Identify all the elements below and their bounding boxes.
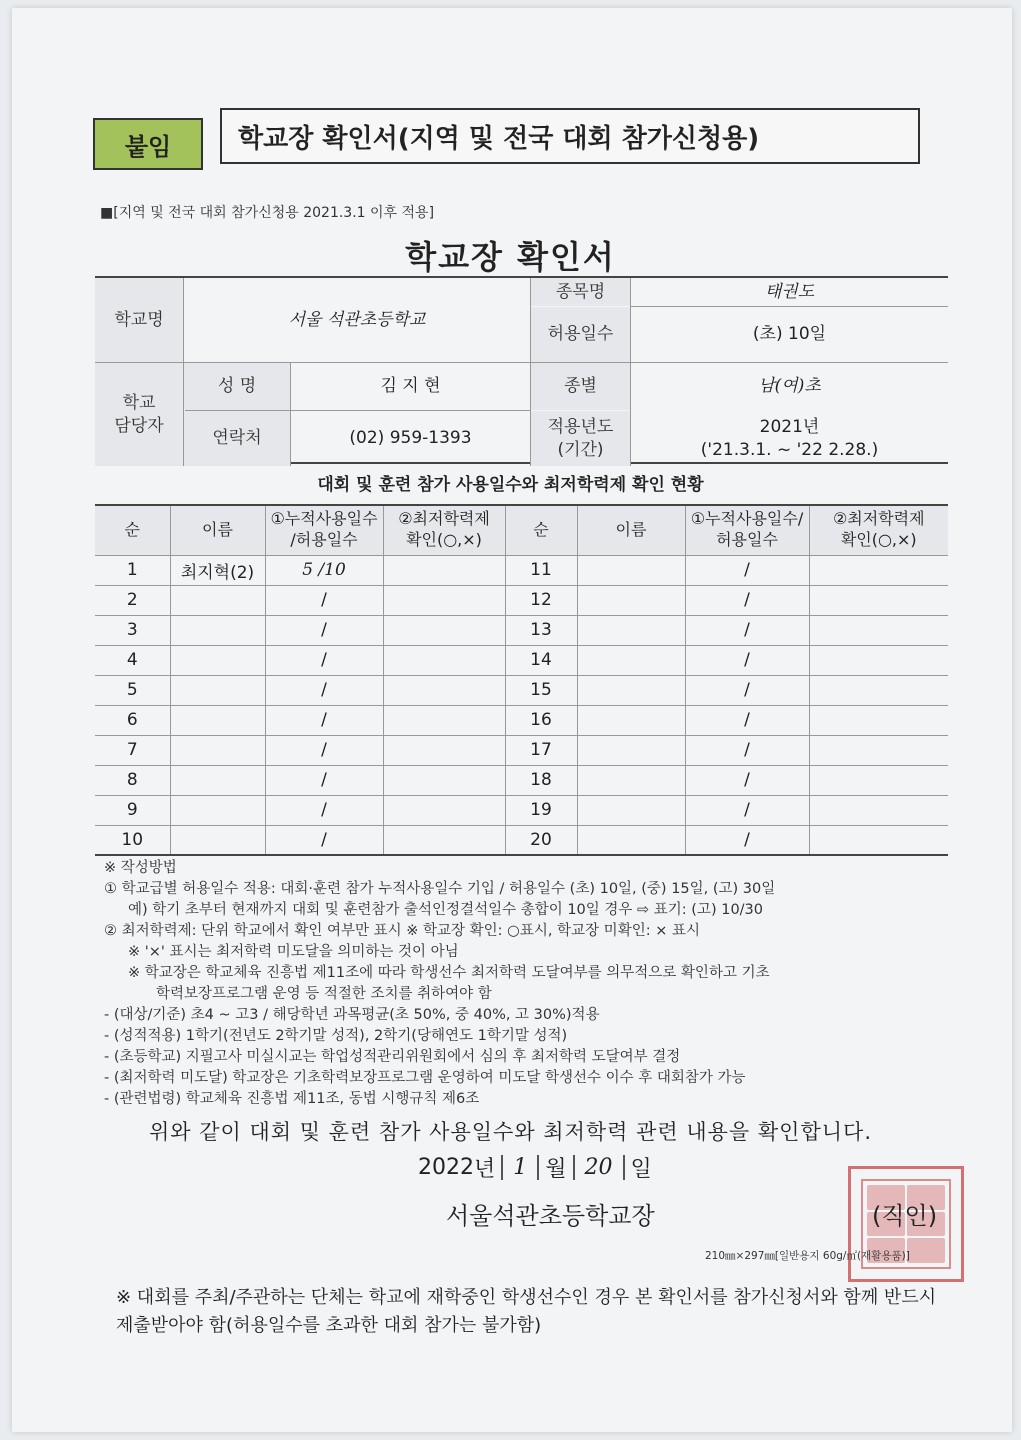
date-month: 1 (501, 1155, 539, 1180)
used-days: / (685, 645, 809, 675)
used-days: / (265, 645, 383, 675)
note-line: ※ 작성방법 (104, 860, 177, 876)
col-header: ②최저학력제 확인(○,×) (809, 505, 948, 555)
principal-title: 서울석관초등학교장 (446, 1202, 655, 1230)
page-title: 학교장 확인서 (405, 238, 616, 276)
grade-check (383, 735, 505, 765)
grade-check (383, 825, 505, 855)
date-year: 2022 (418, 1155, 474, 1180)
footer-note: ※ 대회를 주최/주관하는 단체는 학교에 재학중인 학생선수인 경우 본 확인서를 참가신청서와 함께 반드시 제출받아야 함(허용일수를 초과한 대회 참가는 불가함) (116, 1287, 937, 1336)
manager-name-value: 김 지 현 (380, 376, 441, 397)
used-days: / (265, 675, 383, 705)
used-days: / (265, 585, 383, 615)
row-number: 6 (95, 705, 170, 735)
note-line: 학력보장프로그램 운영 등 적절한 조치를 취하여야 함 (156, 986, 492, 1002)
athlete-name (170, 645, 265, 675)
athlete-name (170, 795, 265, 825)
row-number: 14 (505, 645, 577, 675)
grade-check (383, 705, 505, 735)
table-header-row (95, 505, 948, 555)
row-number: 11 (505, 555, 577, 585)
note-line: ① 학교급별 허용일수 적용: 대회·훈련 참가 누적사용일수 기입 / 허용일수 (초) 10일, (중) 15일, (고) 30일 (104, 881, 776, 897)
note-line: - (초등학교) 지필고사 미실시교는 학업성적관리위원회에서 심의 후 최저학력 도달여부 결정 (104, 1049, 681, 1065)
row-number: 18 (505, 765, 577, 795)
used-days: 5 /10 (265, 555, 383, 585)
instructions (104, 858, 964, 1110)
col-header: 순 (505, 505, 577, 555)
note-line: ※ '×' 표시는 최저학력 미도달을 의미하는 것이 아님 (128, 944, 459, 960)
row-number: 19 (505, 795, 577, 825)
table-row (95, 555, 948, 585)
used-days: / (685, 795, 809, 825)
athlete-name (577, 705, 685, 735)
row-number: 9 (95, 795, 170, 825)
status-section-title: 대회 및 훈련 참가 사용일수와 최저학력제 확인 현황 (317, 475, 704, 495)
athlete-name (577, 645, 685, 675)
col-header: ①누적사용일수 /허용일수 (265, 505, 383, 555)
athlete-name (170, 675, 265, 705)
row-number: 7 (95, 735, 170, 765)
note-line: ② 최저학력제: 단위 학교에서 확인 여부만 표시 ※ 학교장 확인: ○표시, 학교장 미확인: × 표시 (104, 923, 700, 939)
row-number: 13 (505, 615, 577, 645)
grade-check (809, 645, 948, 675)
grade-check (809, 555, 948, 585)
applied-year-label: 적용년도 (기간) (531, 411, 630, 466)
athlete-name (577, 585, 685, 615)
table-row (95, 615, 948, 645)
grade-check (809, 765, 948, 795)
applied-year-text: 2021년 (759, 417, 820, 438)
used-days: / (685, 675, 809, 705)
used-days: / (265, 825, 383, 855)
used-days: / (265, 705, 383, 735)
school-name-label: 학교명 (95, 278, 183, 362)
used-days: / (685, 585, 809, 615)
school-name-value: 서울 석관초등학교 (288, 309, 426, 330)
col-header: ②최저학력제 확인(○,×) (383, 505, 505, 555)
row-number: 8 (95, 765, 170, 795)
grade-check (809, 825, 948, 855)
row-number: 16 (505, 705, 577, 735)
school-manager-label: 학교 담당자 (95, 363, 183, 466)
note-line: - (성적적용) 1학기(전년도 2학기말 성적), 2학기(당해연도 1학기말 성적) (104, 1028, 568, 1044)
grade-check (809, 585, 948, 615)
athlete-name (170, 585, 265, 615)
athlete-name (170, 765, 265, 795)
contact-label: 연락처 (184, 411, 290, 466)
col-header: 순 (95, 505, 170, 555)
gender-value: 남(여)초 (758, 376, 821, 397)
used-days: / (685, 705, 809, 735)
date-day: 20 (573, 1155, 625, 1180)
table-row (95, 645, 948, 675)
table-row (95, 795, 948, 825)
row-number: 3 (95, 615, 170, 645)
table-row (95, 585, 948, 615)
athlete-name (577, 615, 685, 645)
table-row (95, 675, 948, 705)
contact-value: (02) 959-1393 (349, 428, 472, 449)
row-number: 2 (95, 585, 170, 615)
note-line: ※ 학교장은 학교체육 진흥법 제11조에 따라 학생선수 최저학력 도달여부를 의무적으로 확인하고 기초 (128, 965, 770, 981)
attachment-tag: 붙임 (93, 118, 203, 170)
col-header: ①누적사용일수/ 허용일수 (685, 505, 809, 555)
grade-check (383, 675, 505, 705)
row-number: 1 (95, 555, 170, 585)
applied-period-text: ('21.3.1. ~ '22 2.28.) (700, 439, 879, 460)
row-number: 10 (95, 825, 170, 855)
athlete-name (170, 825, 265, 855)
col-header: 이름 (577, 505, 685, 555)
stamp-label: (직인) (872, 1202, 938, 1230)
row-number: 12 (505, 585, 577, 615)
athlete-name (577, 555, 685, 585)
used-days: / (265, 795, 383, 825)
athlete-name (170, 735, 265, 765)
table-row (95, 735, 948, 765)
grade-check (383, 765, 505, 795)
table-row (95, 825, 948, 855)
used-days: / (685, 615, 809, 645)
date-month-suffix: 월 (545, 1157, 567, 1182)
table-row (95, 765, 948, 795)
athlete-name: 최지혁(2) (170, 555, 265, 585)
used-days: / (685, 555, 809, 585)
sport-value: 태권도 (764, 281, 815, 302)
document-banner: 학교장 확인서(지역 및 전국 대회 참가신청용) (220, 108, 920, 164)
athlete-name (577, 735, 685, 765)
used-days: / (685, 825, 809, 855)
grade-check (809, 615, 948, 645)
date-day-suffix: 일 (630, 1157, 652, 1182)
allowed-days-value: (초) 10일 (752, 324, 827, 345)
note-line: 예) 학기 초부터 현재까지 대회 및 훈련참가 출석인정결석일수 총합이 10일 경우 ⇨ 표기: (고) 10/30 (128, 902, 764, 918)
grade-check (809, 675, 948, 705)
athlete-name (577, 825, 685, 855)
sport-label: 종목명 (531, 278, 630, 306)
used-days: / (265, 765, 383, 795)
athlete-name (577, 795, 685, 825)
name-label: 성 명 (184, 363, 290, 410)
school-info-table (95, 276, 948, 464)
confirmation-statement: 위와 같이 대회 및 훈련 참가 사용일수와 최저학력 관련 내용을 확인합니다. (148, 1120, 872, 1144)
issue-date (418, 1152, 652, 1183)
row-number: 4 (95, 645, 170, 675)
gender-label: 종별 (531, 363, 630, 410)
grade-check (809, 735, 948, 765)
athlete-name (577, 675, 685, 705)
used-days: / (265, 735, 383, 765)
note-line: - (대상/기준) 초4 ~ 고3 / 해당학년 과목평균(초 50%, 중 40%, 고 30%)적용 (104, 1007, 600, 1023)
grade-check (383, 615, 505, 645)
records-table (95, 504, 948, 856)
grade-check (383, 645, 505, 675)
athlete-name (170, 705, 265, 735)
allowed-days-label: 허용일수 (531, 307, 630, 362)
row-number: 17 (505, 735, 577, 765)
paper-spec: 210㎜×297㎜[일반용지 60g/㎡(재활용품)] (705, 1250, 910, 1262)
grade-check (383, 555, 505, 585)
grade-check (383, 585, 505, 615)
athlete-name (577, 765, 685, 795)
form-version-note: ■[지역 및 전국 대회 참가신청용 2021.3.1 이후 적용] (100, 205, 435, 221)
athlete-name (170, 615, 265, 645)
used-days: / (685, 765, 809, 795)
applied-year-value (631, 411, 948, 466)
row-number: 20 (505, 825, 577, 855)
row-number: 15 (505, 675, 577, 705)
col-header: 이름 (170, 505, 265, 555)
date-year-suffix: 년 (474, 1157, 496, 1182)
grade-check (809, 705, 948, 735)
grade-check (809, 795, 948, 825)
row-number: 5 (95, 675, 170, 705)
note-line: - (최저학력 미도달) 학교장은 기초학력보장프로그램 운영하여 미도달 학생선수 이수 후 대회참가 가능 (104, 1070, 746, 1086)
table-row (95, 705, 948, 735)
used-days: / (685, 735, 809, 765)
used-days: / (265, 615, 383, 645)
note-line: - (관련법령) 학교체육 진흥법 제11조, 동법 시행규칙 제6조 (104, 1091, 480, 1107)
grade-check (383, 795, 505, 825)
